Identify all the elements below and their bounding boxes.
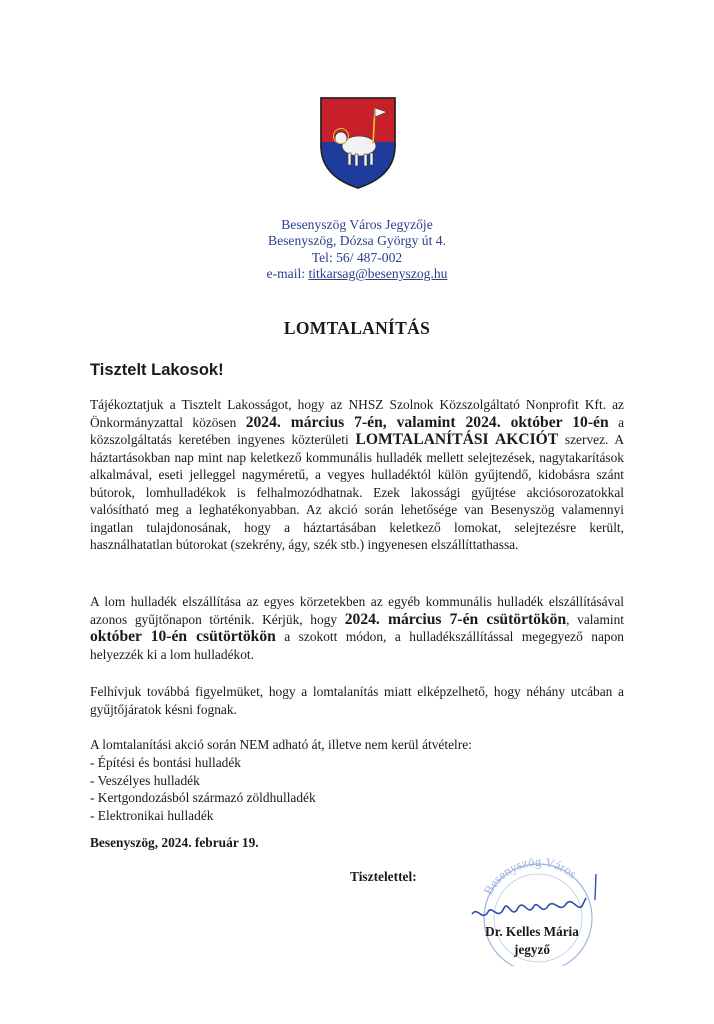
issuer-header xyxy=(0,217,714,283)
schedule-text-3: a szokott módon, a hulladékszállítással megegyező napon helyezzék ki a lom hulladékot. xyxy=(90,629,624,662)
schedule-date-2: október 10-én csütörtökön xyxy=(90,628,276,645)
list-intro: A lomtalanítási akció során NEM adható át, illetve nem kerül átvételre: xyxy=(90,737,472,752)
issuer-address: Besenyszög, Dózsa György út 4. xyxy=(268,233,446,249)
intro-text-3: szervez. xyxy=(558,432,609,447)
schedule-text: A lom hulladék elszállítása az egyes körzetekben az egyéb kommunális hulladék elszállításával azonos gyűjtőnapon történik. Kérjük, hogy xyxy=(90,594,624,627)
signer-block xyxy=(470,923,594,959)
intro-text-2: a közszolgáltatás keretében ingyenes közterületi xyxy=(90,414,625,447)
email-label: e-mail: xyxy=(266,266,309,282)
intro-text: Tájékoztatjuk a Tisztelt Lakosságot, hogy az NHSZ Szolnok Közszolgáltató Nonprofit Kft. az Önkormányzattal közösen xyxy=(90,397,624,430)
list-item: - Elektronikai hulladék xyxy=(90,808,214,824)
list-item: - Építési és bontási hulladék xyxy=(90,754,241,770)
list-item: - Kertgondozásból származó zöldhulladék xyxy=(90,790,316,806)
coat-of-arms-icon xyxy=(319,96,397,190)
issuer-email-line xyxy=(0,266,714,282)
schedule-text-2: , valamint xyxy=(566,611,624,627)
document-title: LOMTALANÍTÁS xyxy=(283,318,431,338)
paragraph-delay-notice: Felhívjuk továbbá figyelmüket, hogy a lomtalanítás miatt elképzelhető, hogy néhány utcában a gyűjtőjáratok késni fognak. xyxy=(90,684,624,717)
greeting: Tisztelt Lakosok! xyxy=(90,361,224,379)
signer-name: Dr. Kelles Mária xyxy=(485,924,579,939)
intro-action-name: LOMTALANÍTÁSI AKCIÓT xyxy=(355,431,559,448)
intro-text-4: A háztartásokban nap mint nap keletkező kommunális hulladék mellett selejtezések, nagytakarítások alkalmával, eseti jelleggel nagyméretű, a vegyes hulladéktól külön gyűjtendő, kidobásra szánt bútorok, lomhulladékok is felhalmozódhatnak. Ezek lakossági gyűjtése akciósorozatokkal valósítható meg a leghatékonyabban. Az akció során lehetősége van Besenyszög valamennyi ingatlan tulajdonosának, hogy a háztartásában keletkező lomokat, selejtezésre került, használhatatlan bútorokat (szekrény, ágy, szék stb.) ingyenesen elszállíttathassa. xyxy=(90,432,625,552)
signer-role: jegyző xyxy=(514,942,550,957)
paragraph-intro xyxy=(90,396,624,554)
issuer-phone: Tel: 56/ 487-002 xyxy=(311,249,403,265)
email-link[interactable]: titkarsag@besenyszog.hu xyxy=(308,266,448,282)
excluded-waste-list xyxy=(90,736,472,825)
intro-dates: 2024. március 7-én, valamint 2024. október 10-én xyxy=(245,413,609,431)
svg-text:Besenyszög Város: Besenyszög Város xyxy=(480,856,580,898)
list-item: - Veszélyes hulladék xyxy=(90,772,200,788)
issuer-name: Besenyszög Város Jegyzője xyxy=(281,217,433,232)
paragraph-schedule xyxy=(90,593,624,663)
closing-regards: Tisztelettel: xyxy=(350,869,417,884)
schedule-date-1: 2024. március 7-én csütörtökön xyxy=(344,610,567,628)
document-date: Besenyszög, 2024. február 19. xyxy=(90,835,259,850)
